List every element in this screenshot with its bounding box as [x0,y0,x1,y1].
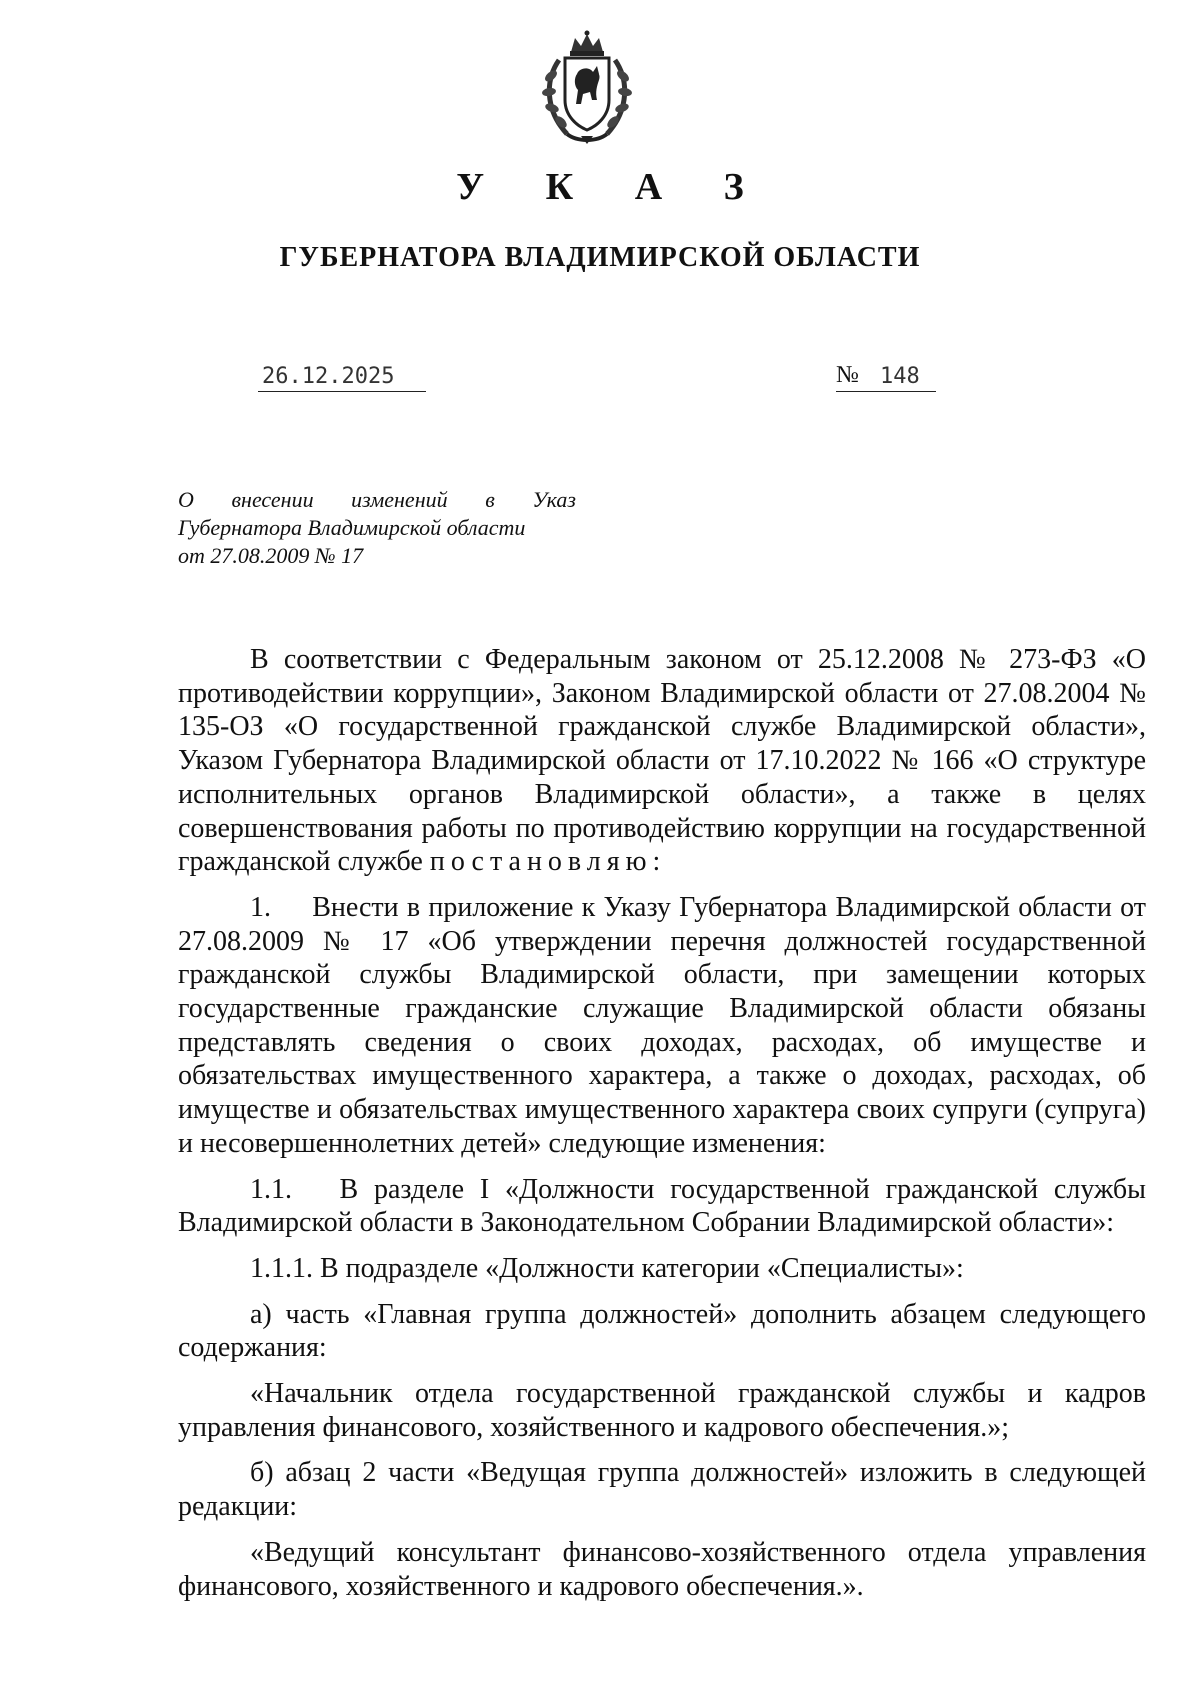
subject-word: Указ [532,487,576,512]
decree-number: 148 [880,364,920,389]
decree-word: постановляю: [429,846,667,878]
paragraph-1-1-1: 1.1.1. В подразделе «Должности категории «Специалисты»: [250,1252,964,1284]
paragraph-a-quote: «Начальник отдела государственной гражданской службы и кадров управления финансового, хозяйственного и кадрового обеспечения.»; [178,1378,1146,1443]
paragraph-a: а) часть «Главная группа должностей» дополнить абзацем следующего содержания: [178,1298,1146,1364]
paragraph-b-quote: «Ведущий консультант финансово-хозяйственного отдела управления финансового, хозяйственного и кадрового обеспечения.». [178,1536,1146,1602]
paragraph-1: 1. Внести в приложение к Указу Губернатора Владимирской области от 27.08.2009 № 17 «Об утверждении перечня должностей государственной гражданской службы Владимирской области, при замещении которых государственные гражданские служащие Владимирской области обязаны представлять сведения о своих доходах, расходах, об имуществе и обязательствах имущественного характера, а также о доходах, расходах, об имуществе и обязательствах имущественного характера своих супруги (супруга) и несовершеннолетних детей» следующие изменения: [178,891,1153,1159]
decree-date: 26.12.2025 [262,364,395,389]
preamble-paragraph [178,643,1146,879]
subject-line-2: Губернатора Владимирской области [178,515,526,540]
coat-of-arms-icon [537,30,637,146]
preamble-text: В соответствии с Федеральным законом от 25.12.2008 № 273-ФЗ «О противодействии коррупции», Законом Владимирской области от 27.08.2004 № 135-ОЗ «О государственной гражданской службе Владимирской области», Указом Губернатора Владимирской области от 17.10.2022 № 166 «О структуре исполнительных органов Владимирской области», а также в целях совершенствования работы по противодействию коррупции на государственной гражданской службе [178,644,1146,878]
document-title: У К А З [456,166,770,208]
decree-subject [178,486,576,570]
subject-word: в [485,487,495,512]
subject-word: О [178,487,194,512]
decree-number-field [836,357,936,392]
paragraph-1-1: 1.1. В разделе I «Должности государственной гражданской службы Владимирской области в Законодательном Собрании Владимирской области»: [178,1173,1153,1239]
number-sign: № [836,362,859,388]
subject-word: внесении [231,487,314,512]
subject-line-3: от 27.08.2009 № 17 [178,543,364,568]
decree-date-field [258,357,426,392]
subject-word: изменений [351,487,448,512]
paragraph-b: б) абзац 2 части «Ведущая группа должностей» изложить в следующей редакции: [178,1457,1146,1523]
subject-line-1 [178,486,576,514]
decree-body [178,643,1153,1615]
document-issuer: ГУБЕРНАТОРА ВЛАДИМИРСКОЙ ОБЛАСТИ [279,242,921,273]
